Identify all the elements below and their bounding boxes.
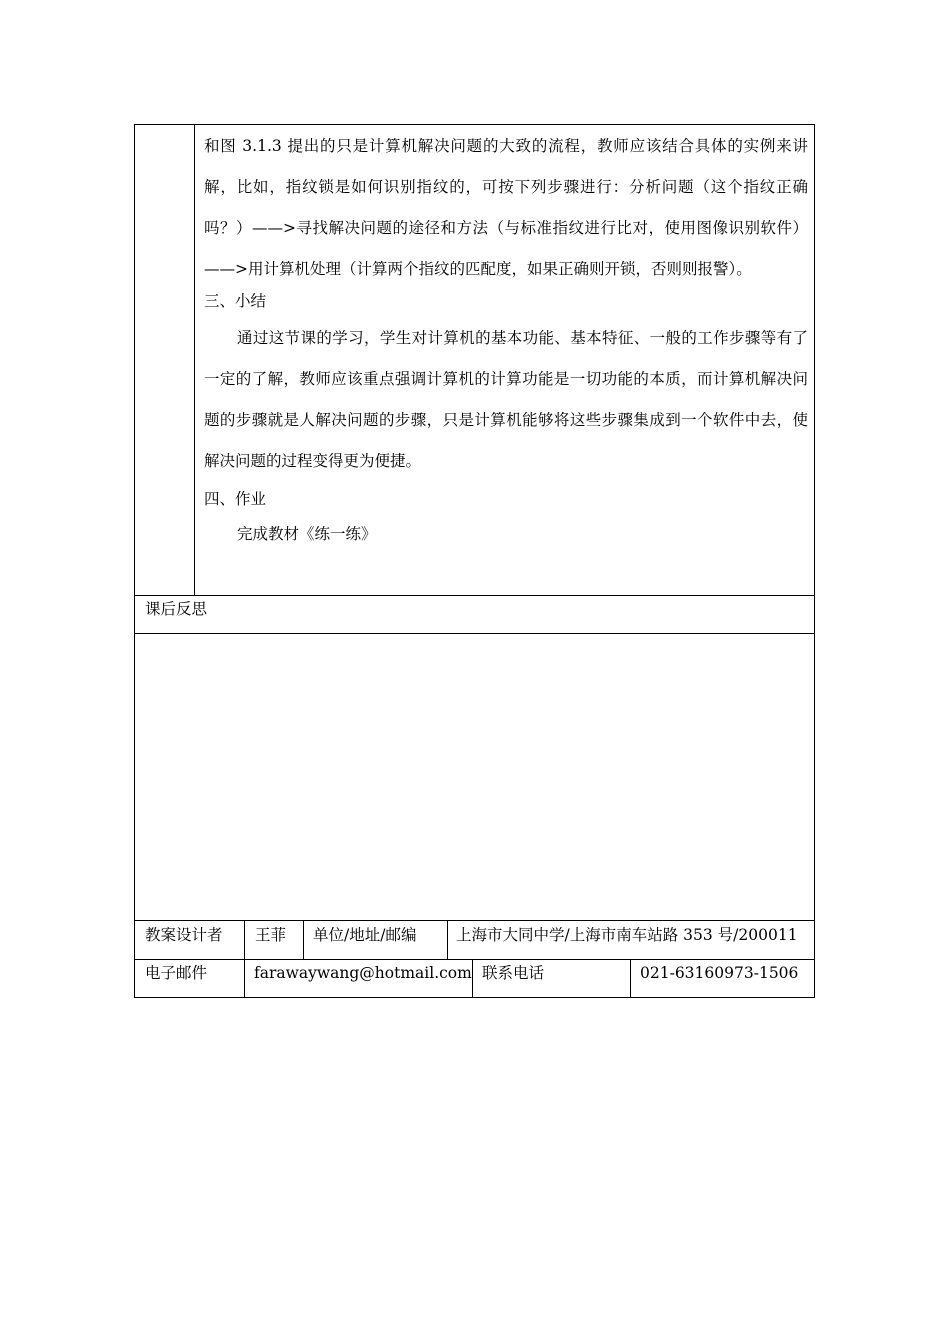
footer-r2-divider-2 xyxy=(472,959,473,998)
row-divider-footer-top xyxy=(134,920,815,921)
row-divider-reflection-body xyxy=(134,633,815,634)
footer-r1-divider-3 xyxy=(447,920,448,959)
footer-r1-divider-1 xyxy=(244,920,245,959)
summary-heading: 三、小结 xyxy=(204,292,267,310)
left-column-divider xyxy=(194,124,195,596)
footer-r2-divider-1 xyxy=(244,959,245,998)
phone-label: 联系电话 xyxy=(482,964,545,982)
homework-text: 完成教材《练一练》 xyxy=(237,525,377,543)
designer-name: 王菲 xyxy=(255,926,287,944)
process-paragraph: 和图 3.1.3 提出的只是计算机解决问题的大致的流程，教师应该结合具体的实例来讲解，比如，指纹锁是如何识别指纹的，可按下列步骤进行：分析问题（这个指纹正确吗？）——>寻找解决问题的途径和方法（与标准指纹进行比对，使用图像识别软件）——>用计算机处理（计算两个指纹的匹配度，如果正确则开锁，否则则报警）。 xyxy=(204,137,808,278)
footer-r1-divider-2 xyxy=(303,920,304,959)
unit-label: 单位/地址/邮编 xyxy=(313,926,417,944)
unit-value: 上海市大同中学/上海市南车站路 353 号/200011 xyxy=(456,926,798,944)
phone-value: 021-63160973-1506 xyxy=(640,964,799,982)
homework-heading: 四、作业 xyxy=(204,490,267,508)
designer-label: 教案设计者 xyxy=(145,926,223,944)
reflection-label: 课后反思 xyxy=(145,600,208,618)
email-label: 电子邮件 xyxy=(145,964,208,982)
footer-r2-divider-3 xyxy=(630,959,631,998)
summary-paragraph: 通过这节课的学习，学生对计算机的基本功能、基本特征、一般的工作步骤等有了一定的了解，教师应该重点强调计算机的计算功能是一切功能的本质，而计算机解决问题的步骤就是人解决问题的步骤，只是计算机能够将这些步骤集成到一个软件中去，使解决问题的过程变得更为便捷。 xyxy=(204,329,808,470)
lesson-content xyxy=(204,126,808,552)
row-divider-reflection-top xyxy=(134,595,815,596)
email-value: farawaywang@hotmail.com xyxy=(254,964,472,982)
row-divider-footer-mid xyxy=(134,959,815,960)
